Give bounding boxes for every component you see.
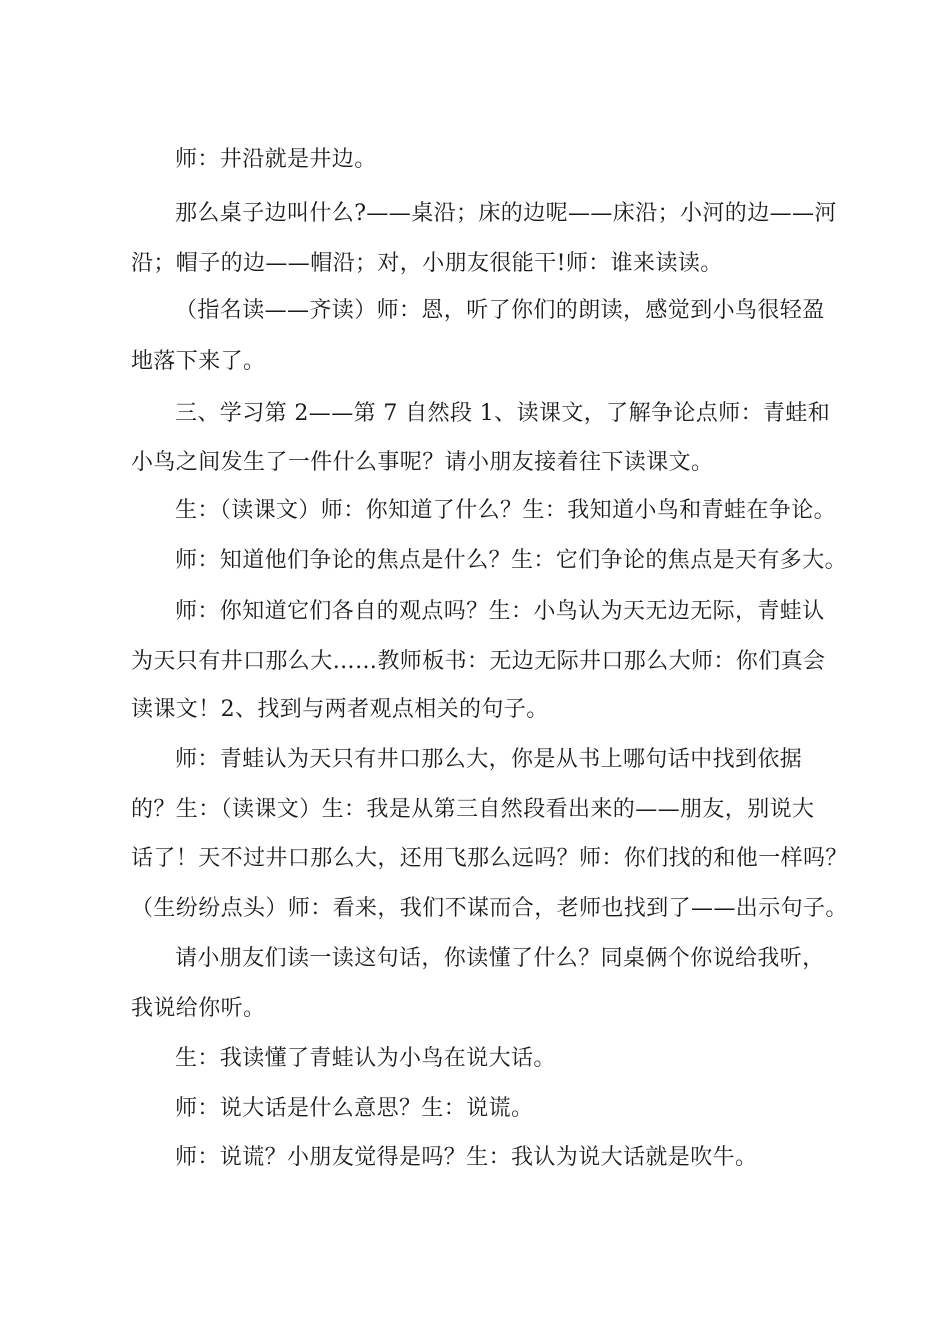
text-line: 小鸟之间发生了一件什么事呢？请小朋友接着往下读课文。: [131, 450, 714, 475]
text-line: 师：说大话是什么意思？生：说谎。: [175, 1096, 534, 1121]
text-line: 三、学习第 2——第 7 自然段 1、读课文，了解争论点师：青蛙和: [175, 401, 831, 426]
text-line: 沿；帽子的边——帽沿；对，小朋友很能干!师：谁来读读。: [131, 251, 723, 276]
text-line: （生纷纷点头）师：看来，我们不谋而合，老师也找到了——出示句子。: [131, 896, 848, 921]
text-line: 生：（读课文）师：你知道了什么？生：我知道小鸟和青蛙在争论。: [175, 498, 837, 523]
text-line: 地落下来了。: [131, 349, 266, 374]
text-line: 师：青蛙认为天只有井口那么大，你是从书上哪句话中找到依据: [175, 747, 803, 772]
text-line: 师：知道他们争论的焦点是什么？生：它们争论的焦点是天有多大。: [175, 548, 848, 573]
text-line: 师：井沿就是井边。: [175, 147, 377, 172]
text-line: 请小朋友们读一读这句话，你读懂了什么？同桌俩个你说给我听，: [175, 946, 825, 971]
text-line: 我说给你听。: [131, 996, 266, 1021]
text-line: 话了！天不过井口那么大，还用飞那么远吗？师：你们找的和他一样吗？: [131, 846, 848, 871]
text-line: 师：说谎？小朋友觉得是吗？生：我认为说大话就是吹牛。: [175, 1145, 758, 1170]
text-line: （指名读——齐读）师：恩，听了你们的朗读，感觉到小鸟很轻盈: [175, 298, 825, 323]
text-line: 的？生：（读课文）生：我是从第三自然段看出来的——朋友，别说大: [131, 797, 815, 822]
text-line: 师：你知道它们各自的观点吗？生：小鸟认为天无边无际，青蛙认: [175, 599, 825, 624]
text-line: 为天只有井口那么大……教师板书：无边无际井口那么大师：你们真会: [131, 649, 826, 674]
text-line: 读课文！2、找到与两者观点相关的句子。: [131, 697, 549, 722]
text-line: 生：我读懂了青蛙认为小鸟在说大话。: [175, 1046, 556, 1071]
text-line: 那么桌子边叫什么?——桌沿；床的边呢——床沿；小河的边——河: [175, 201, 837, 226]
